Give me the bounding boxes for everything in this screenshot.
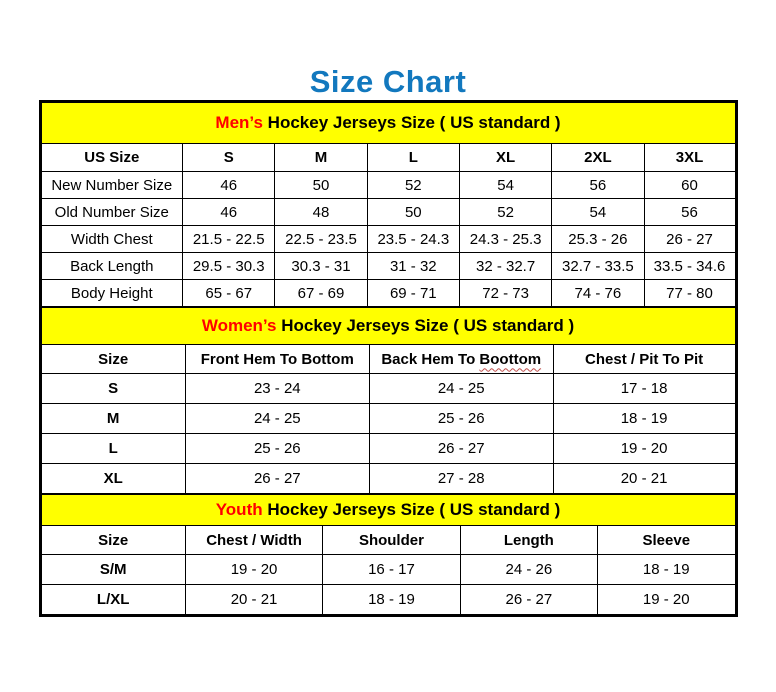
womens-heading-highlight: Women’s bbox=[201, 316, 277, 335]
youth-column-header: Shoulder bbox=[323, 526, 460, 555]
youth-cell: 19 - 20 bbox=[598, 585, 735, 615]
womens-cell: 23 - 24 bbox=[185, 374, 369, 404]
youth-row bbox=[41, 555, 735, 585]
youth-column-header: Length bbox=[460, 526, 597, 555]
youth-section-heading: Youth Hockey Jerseys Size ( US standard ) bbox=[41, 495, 735, 526]
mens-cell: 72 - 73 bbox=[459, 280, 551, 307]
womens-cell: 19 - 20 bbox=[553, 434, 735, 464]
mens-cell: 69 - 71 bbox=[367, 280, 459, 307]
womens-band-row bbox=[41, 308, 735, 345]
mens-band-row bbox=[41, 103, 735, 144]
mens-row bbox=[41, 172, 735, 199]
womens-row bbox=[41, 434, 735, 464]
womens-cell: 25 - 26 bbox=[185, 434, 369, 464]
mens-row bbox=[41, 226, 735, 253]
youth-section bbox=[41, 494, 736, 615]
youth-size-table bbox=[41, 494, 736, 615]
mens-size-table bbox=[41, 102, 736, 307]
womens-cell: 20 - 21 bbox=[553, 464, 735, 494]
womens-cell: 24 - 25 bbox=[185, 404, 369, 434]
womens-row-label: XL bbox=[41, 464, 185, 494]
womens-column-header: Chest / Pit To Pit bbox=[553, 345, 735, 374]
womens-row-label: S bbox=[41, 374, 185, 404]
mens-cell: 29.5 - 30.3 bbox=[183, 253, 275, 280]
womens-row-label: M bbox=[41, 404, 185, 434]
womens-size-table bbox=[41, 307, 736, 494]
youth-column-header: Chest / Width bbox=[185, 526, 322, 555]
womens-cell: 17 - 18 bbox=[553, 374, 735, 404]
mens-column-header: S bbox=[183, 144, 275, 172]
mens-cell: 23.5 - 24.3 bbox=[367, 226, 459, 253]
mens-cell: 60 bbox=[644, 172, 735, 199]
mens-cell: 24.3 - 25.3 bbox=[459, 226, 551, 253]
mens-cell: 46 bbox=[183, 199, 275, 226]
youth-header-row bbox=[41, 526, 735, 555]
youth-band-row bbox=[41, 495, 735, 526]
misspelled-word: Boottom bbox=[479, 350, 542, 368]
youth-cell: 19 - 20 bbox=[185, 555, 322, 585]
mens-cell: 30.3 - 31 bbox=[275, 253, 367, 280]
mens-cell: 21.5 - 22.5 bbox=[183, 226, 275, 253]
mens-cell: 22.5 - 23.5 bbox=[275, 226, 367, 253]
mens-cell: 32 - 32.7 bbox=[459, 253, 551, 280]
mens-cell: 33.5 - 34.6 bbox=[644, 253, 735, 280]
womens-cell: 18 - 19 bbox=[553, 404, 735, 434]
womens-cell: 27 - 28 bbox=[369, 464, 553, 494]
mens-cell: 74 - 76 bbox=[552, 280, 644, 307]
mens-cell: 25.3 - 26 bbox=[552, 226, 644, 253]
mens-section bbox=[41, 102, 736, 307]
youth-cell: 16 - 17 bbox=[323, 555, 460, 585]
mens-column-header: 2XL bbox=[552, 144, 644, 172]
mens-row-label: Back Length bbox=[41, 253, 183, 280]
womens-section bbox=[41, 307, 736, 494]
womens-row bbox=[41, 404, 735, 434]
mens-cell: 54 bbox=[552, 199, 644, 226]
mens-row-label: Old Number Size bbox=[41, 199, 183, 226]
mens-column-header: L bbox=[367, 144, 459, 172]
youth-row-label: S/M bbox=[41, 555, 185, 585]
mens-cell: 48 bbox=[275, 199, 367, 226]
mens-cell: 54 bbox=[459, 172, 551, 199]
womens-column-header: Size bbox=[41, 345, 185, 374]
womens-cell: 24 - 25 bbox=[369, 374, 553, 404]
womens-section-heading: Women’s Hockey Jerseys Size ( US standard ) bbox=[41, 308, 735, 345]
mens-cell: 32.7 - 33.5 bbox=[552, 253, 644, 280]
womens-row-label: L bbox=[41, 434, 185, 464]
youth-column-header: Size bbox=[41, 526, 185, 555]
mens-cell: 26 - 27 bbox=[644, 226, 735, 253]
size-chart-tables bbox=[39, 100, 738, 617]
mens-cell: 67 - 69 bbox=[275, 280, 367, 307]
mens-cell: 50 bbox=[367, 199, 459, 226]
youth-row bbox=[41, 585, 735, 615]
mens-column-header: 3XL bbox=[644, 144, 735, 172]
mens-row bbox=[41, 280, 735, 307]
mens-row-label: Width Chest bbox=[41, 226, 183, 253]
mens-header-row bbox=[41, 144, 735, 172]
mens-cell: 56 bbox=[644, 199, 735, 226]
womens-cell: 26 - 27 bbox=[369, 434, 553, 464]
mens-section-heading: Men’s Hockey Jerseys Size ( US standard ) bbox=[41, 103, 735, 144]
womens-column-header: Front Hem To Bottom bbox=[185, 345, 369, 374]
womens-header-row bbox=[41, 345, 735, 374]
youth-heading-highlight: Youth bbox=[215, 500, 263, 519]
mens-column-header: US Size bbox=[41, 144, 183, 172]
youth-row-label: L/XL bbox=[41, 585, 185, 615]
mens-cell: 46 bbox=[183, 172, 275, 199]
mens-cell: 50 bbox=[275, 172, 367, 199]
mens-row bbox=[41, 199, 735, 226]
mens-row-label: New Number Size bbox=[41, 172, 183, 199]
mens-cell: 56 bbox=[552, 172, 644, 199]
mens-row-label: Body Height bbox=[41, 280, 183, 307]
mens-cell: 31 - 32 bbox=[367, 253, 459, 280]
womens-cell: 25 - 26 bbox=[369, 404, 553, 434]
youth-cell: 18 - 19 bbox=[598, 555, 735, 585]
youth-cell: 20 - 21 bbox=[185, 585, 322, 615]
womens-cell: 26 - 27 bbox=[185, 464, 369, 494]
mens-cell: 52 bbox=[459, 199, 551, 226]
womens-row bbox=[41, 374, 735, 404]
youth-cell: 18 - 19 bbox=[323, 585, 460, 615]
mens-cell: 77 - 80 bbox=[644, 280, 735, 307]
youth-cell: 26 - 27 bbox=[460, 585, 597, 615]
mens-column-header: XL bbox=[459, 144, 551, 172]
youth-column-header: Sleeve bbox=[598, 526, 735, 555]
page-title: Size Chart bbox=[309, 64, 467, 99]
mens-column-header: M bbox=[275, 144, 367, 172]
mens-heading-highlight: Men’s bbox=[215, 113, 263, 132]
womens-row bbox=[41, 464, 735, 494]
mens-cell: 65 - 67 bbox=[183, 280, 275, 307]
mens-row bbox=[41, 253, 735, 280]
youth-cell: 24 - 26 bbox=[460, 555, 597, 585]
mens-cell: 52 bbox=[367, 172, 459, 199]
womens-column-header: Back Hem To Boottom bbox=[369, 345, 553, 374]
